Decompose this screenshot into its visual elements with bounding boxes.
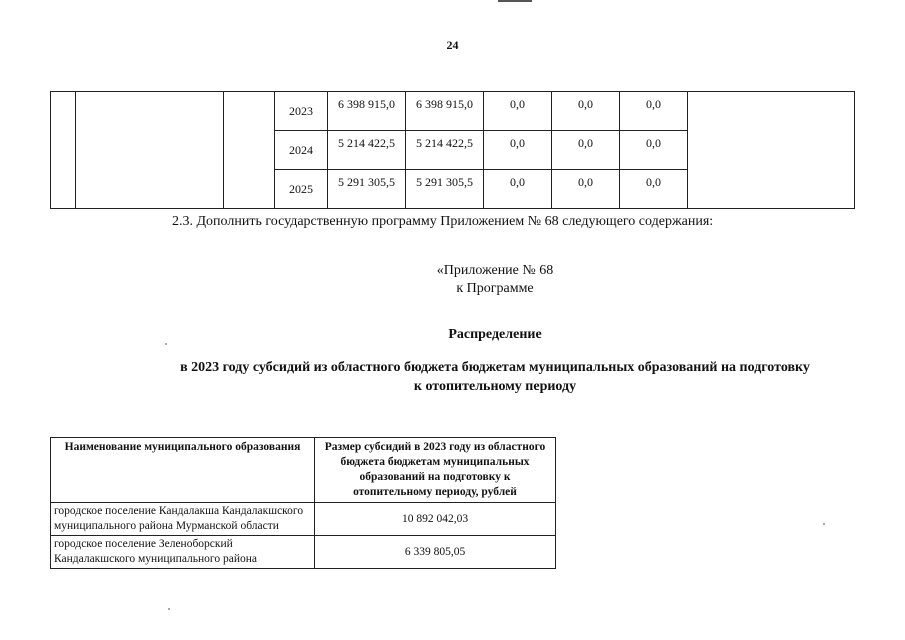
subheading-line: к отопительному периоду xyxy=(413,379,577,394)
table-row xyxy=(51,503,556,536)
value-cell: 0,0 xyxy=(552,131,620,170)
empty-cell xyxy=(76,92,224,209)
municipality-name: городское поселение Кандалакша Кандалакшского муниципального района Мурманской области xyxy=(51,503,315,536)
total-cell: 5 291 305,5 xyxy=(328,170,406,209)
regional-cell: 6 398 915,0 xyxy=(406,92,484,131)
empty-cell xyxy=(688,92,855,209)
empty-cell xyxy=(224,92,275,209)
scan-mark xyxy=(498,0,532,2)
value-cell: 0,0 xyxy=(620,92,688,131)
year-cell: 2024 xyxy=(275,131,328,170)
empty-cell xyxy=(51,92,76,209)
value-cell: 0,0 xyxy=(552,170,620,209)
table-row xyxy=(51,92,855,131)
table-header-row xyxy=(51,438,556,503)
subsidy-amount: 10 892 042,03 xyxy=(315,503,556,536)
annex-label xyxy=(420,262,570,298)
value-cell: 0,0 xyxy=(620,131,688,170)
value-cell: 0,0 xyxy=(552,92,620,131)
page-number: 24 xyxy=(446,38,459,52)
year-cell: 2025 xyxy=(275,170,328,209)
scan-speck xyxy=(823,523,825,525)
subheading-line: в 2023 году субсидий из областного бюджета бюджетам муниципальных образований на подготовку xyxy=(180,360,810,375)
annex-title: «Приложение № 68 xyxy=(436,263,554,278)
document-heading: Распределение xyxy=(448,327,542,342)
annex-subtitle: к Программе xyxy=(456,281,534,296)
total-cell: 6 398 915,0 xyxy=(328,92,406,131)
subsidy-table xyxy=(50,437,556,569)
regional-cell: 5 291 305,5 xyxy=(406,170,484,209)
column-header-name: Наименование муниципального образования xyxy=(51,438,315,503)
value-cell: 0,0 xyxy=(484,170,552,209)
scan-speck xyxy=(165,343,167,345)
regional-cell: 5 214 422,5 xyxy=(406,131,484,170)
year-cell: 2023 xyxy=(275,92,328,131)
document-subheading xyxy=(140,358,850,396)
column-header-amount: Размер субсидий в 2023 году из областного бюджета бюджетам муниципальных образований на подготовку к отопительному периоду, рублей xyxy=(315,438,556,503)
budget-table xyxy=(50,91,855,209)
subsidy-amount: 6 339 805,05 xyxy=(315,536,556,569)
amendment-paragraph: 2.3. Дополнить государственную программу Приложением № 68 следующего содержания: xyxy=(172,214,714,229)
scan-speck xyxy=(168,608,170,610)
value-cell: 0,0 xyxy=(484,131,552,170)
value-cell: 0,0 xyxy=(620,170,688,209)
municipality-name: городское поселение Зеленоборский Кандалакшского муниципального района xyxy=(51,536,315,569)
value-cell: 0,0 xyxy=(484,92,552,131)
table-row xyxy=(51,536,556,569)
total-cell: 5 214 422,5 xyxy=(328,131,406,170)
